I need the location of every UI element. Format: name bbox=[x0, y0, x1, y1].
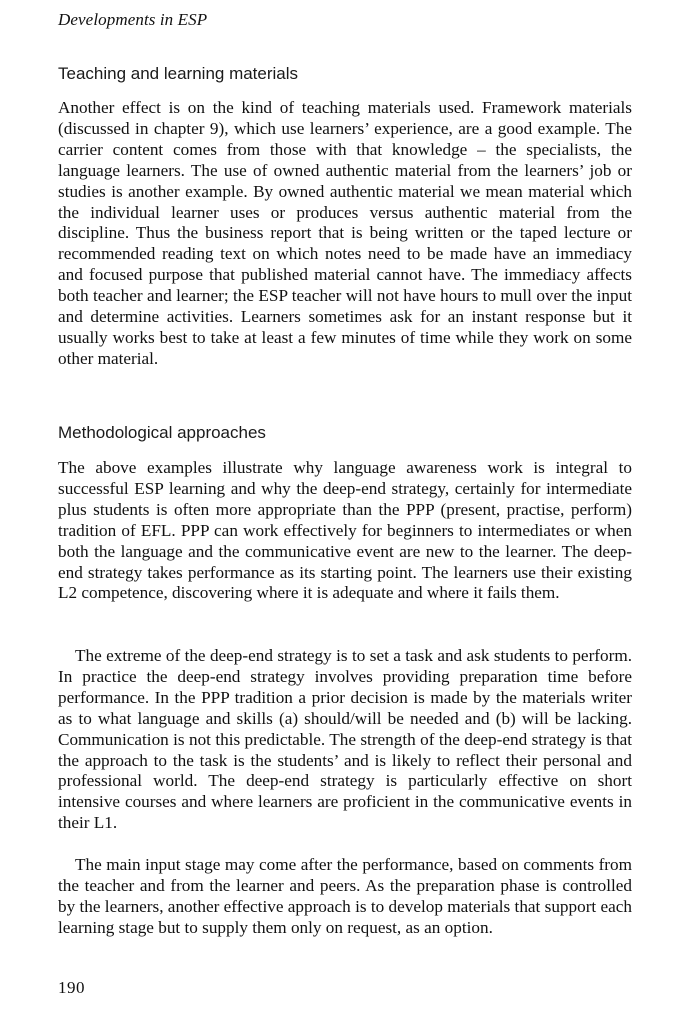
paragraph-methodology-2: The extreme of the deep-end strategy is to set a task and ask students to perform. In practice the deep-end strategy involves providing preparation time before performance. In the PPP tradition a prior decision is made by the materials writer as to what language and skills (a) should/will be needed and (b) will be lacking. Communication is not this predictable. The strength of the deep-end strategy is that the approach to the task is the students’ and is likely to reflect their personal and professional world. The deep-end strategy is particularly effective on short intensive courses and where learners are proficient in the communicative events in their L1. bbox=[58, 646, 632, 833]
section-heading-methodological-approaches: Methodological approaches bbox=[58, 423, 266, 442]
paragraph-methodology-1: The above examples illustrate why language awareness work is integral to successful ESP learning and why the deep-end strategy, certainly for intermediate plus students is often more appropriate than the PPP (present, practise, perform) tradition of EFL. PPP can work effectively for beginners to intermediates or when both the language and the communicative event are new to the learner. The deep-end strategy takes performance as its starting point. The learners use their existing L2 competence, discovering where it is adequate and where it fails them. bbox=[58, 458, 632, 603]
paragraph-methodology-3: The main input stage may come after the performance, based on comments from the teacher and from the learner and peers. As the preparation phase is controlled by the learners, another effective approach is to develop materials that support each learning stage but to supply them only on request, as an option. bbox=[58, 855, 632, 937]
paragraph-teaching-materials: Another effect is on the kind of teaching materials used. Framework materials (discussed in chapter 9), which use learners’ experience, are a good example. The carrier content comes from those with that knowledge – the specialists, the language learners. The use of owned authentic material from the learners’ job or studies is another example. By owned authentic material we mean material which the individual learner uses or produces versus authentic material from the discipline. Thus the business report that is being written or the taped lecture or recommended reading text on which notes need to be made have an immediacy and focused purpose that published material cannot have. The immediacy affects both teacher and learner; the ESP teacher will not have hours to mull over the input and determine activities. Learners sometimes ask for an instant response but it usually works best to take at least a few minutes of time while they work on some other material. bbox=[58, 98, 632, 368]
page-number: 190 bbox=[58, 978, 85, 997]
section-heading-teaching-materials: Teaching and learning materials bbox=[58, 64, 299, 83]
running-head: Developments in ESP bbox=[58, 10, 208, 29]
